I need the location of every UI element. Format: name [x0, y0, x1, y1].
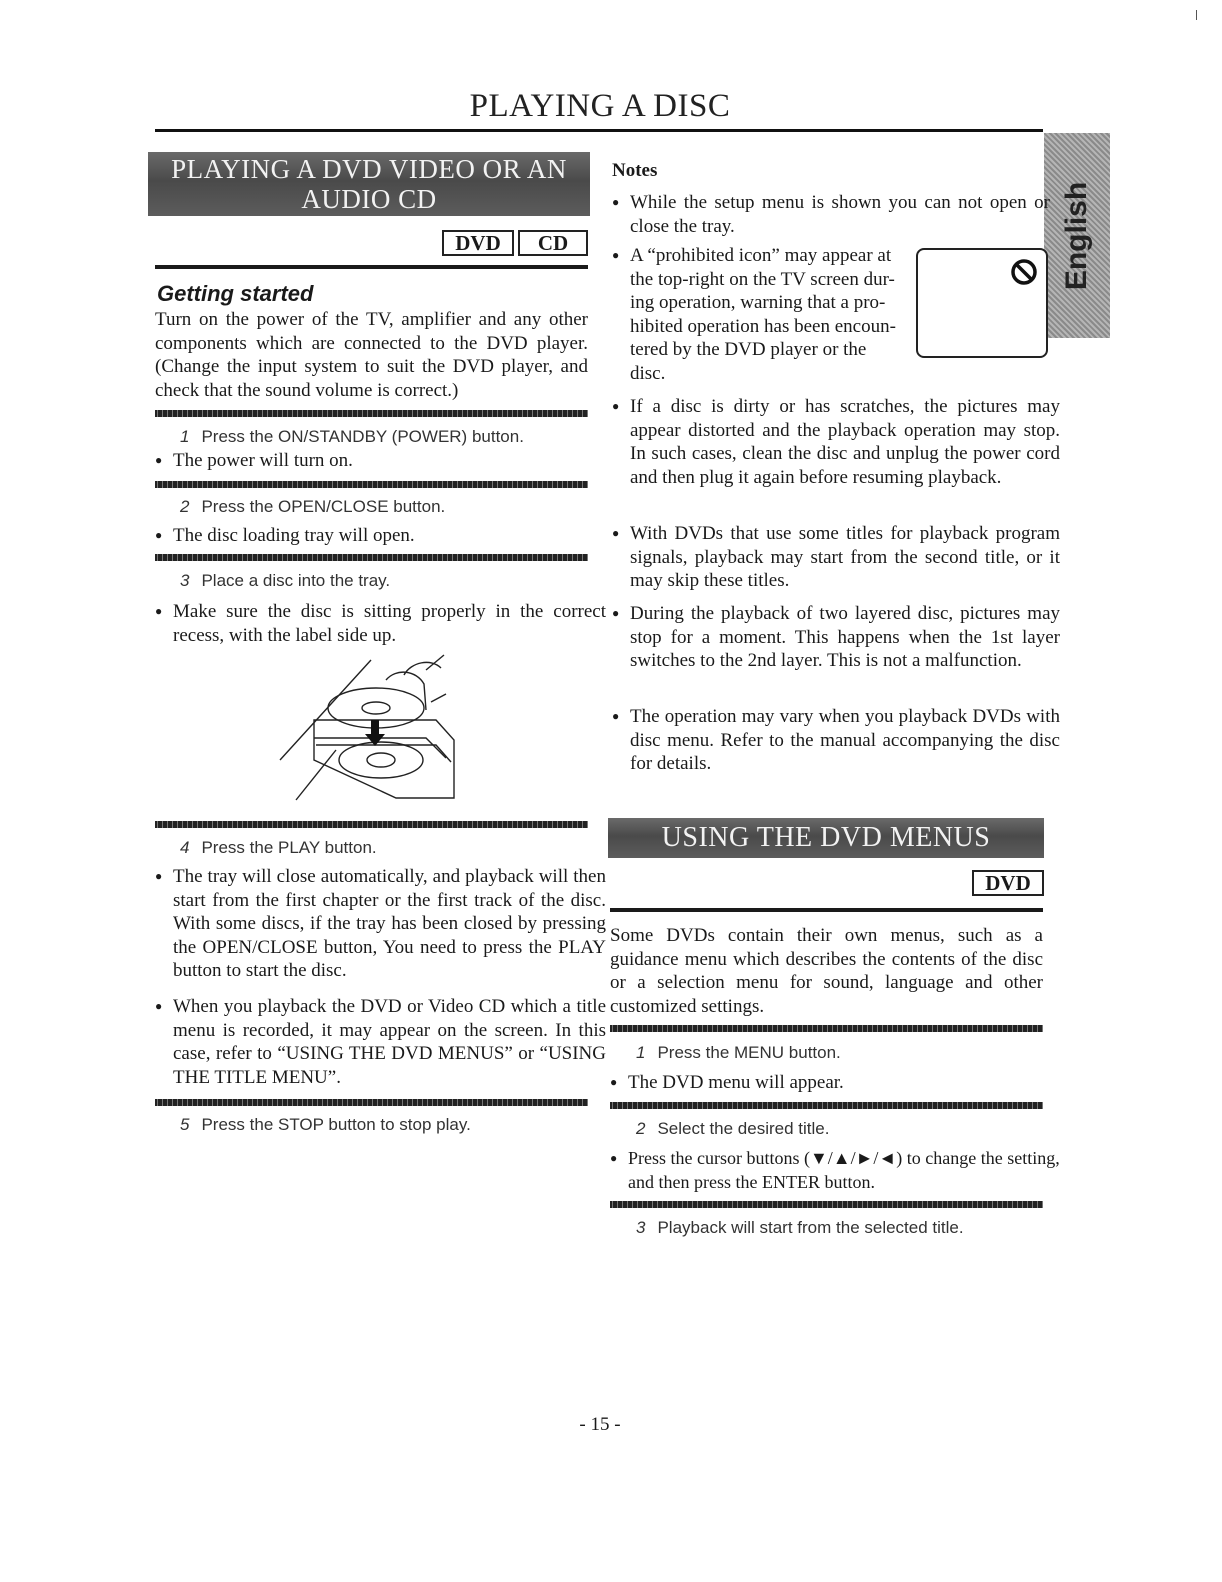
note-line: tered by the DVD player or the: [630, 339, 867, 360]
bullet: ● The disc loading tray will open.: [155, 524, 606, 548]
section-divider: [155, 265, 588, 269]
bullet: ● The DVD menu will appear.: [610, 1071, 1061, 1095]
step-number: 4: [180, 838, 190, 857]
step-divider: [155, 481, 588, 488]
dvd-menus-intro: Some DVDs contain their own menus, such as a guidance menu which describes the contents of the disc or a selection menu for sound, language and other customized settings.: [610, 925, 1043, 1017]
disc-tray-illustration: [276, 650, 466, 805]
language-tab-label: English: [1060, 181, 1093, 290]
step-text: Press the PLAY button.: [201, 838, 377, 857]
bullet: ● The power will turn on.: [155, 449, 606, 473]
step-text: Select the desired title.: [657, 1119, 830, 1138]
getting-started-heading: Getting started: [157, 281, 314, 306]
step-text: Place a disc into the tray.: [201, 571, 391, 590]
step-text: Press the STOP button to stop play.: [201, 1115, 471, 1134]
bullet: ● Make sure the disc is sitting properly in the correct recess, with the label side up.: [155, 600, 606, 647]
menu-step-1: [636, 1043, 841, 1063]
step-number: 1: [180, 427, 190, 446]
page-number: - 15 -: [579, 1414, 621, 1435]
step-text: Press the ON/STANDBY (POWER) button.: [201, 427, 524, 446]
step-divider: [155, 410, 588, 417]
step-divider: [155, 554, 588, 561]
language-tab: [1044, 133, 1110, 338]
section-banner-playing: PLAYING A DVD VIDEO OR AN AUDIO CD: [148, 152, 590, 216]
menu-step-3: [636, 1218, 964, 1238]
note-line: the top-right on the TV screen dur-: [630, 268, 895, 290]
step-text: Press the MENU button.: [657, 1043, 841, 1062]
section-banner-dvd-menus: USING THE DVD MENUS: [608, 818, 1044, 858]
prohibited-icon: [1010, 258, 1038, 286]
bullet: ● When you playback the DVD or Video CD which a title menu is recorded, it may appear on the screen. In this case, refer to “USING THE DVD MENUS” or “USING THE TITLE MENU”.: [155, 995, 606, 1089]
step-divider: [610, 1025, 1043, 1032]
section-divider: [610, 908, 1043, 912]
note: ● During the playback of two layered disc, pictures may stop for a moment. This happens when the 1st layer switches to the 2nd layer. This is not a malfunction.: [612, 602, 1060, 673]
step-number: 2: [180, 497, 190, 516]
step-5: [180, 1115, 471, 1135]
cd-label: CD: [518, 230, 588, 256]
step-text: Press the OPEN/CLOSE button.: [201, 497, 446, 516]
note: ● If a disc is dirty or has scratches, the pictures may appear distorted and the playback operation may stop. In such cases, clean the disc and unplug the power cord and then plug it again before resuming playback.: [612, 395, 1060, 489]
step-2: [180, 497, 445, 517]
notes-title: Notes: [612, 160, 658, 181]
step-number: 3: [636, 1218, 646, 1237]
step-4: [180, 838, 377, 858]
page-title: PLAYING A DISC: [469, 88, 731, 124]
note-line: hibited operation has been encoun-: [630, 315, 896, 337]
step-divider: [610, 1102, 1043, 1109]
step-3: [180, 571, 390, 591]
bullet: ● Press the cursor buttons (▼/▲/►/◄) to change the setting, and then press the ENTER button.: [610, 1147, 1061, 1194]
dvd-label: DVD: [972, 870, 1044, 896]
step-number: 3: [180, 571, 190, 590]
title-divider: [155, 129, 1043, 132]
prohibited-icon-screen: [916, 248, 1048, 358]
note: [612, 244, 912, 385]
note: ● With DVDs that use some titles for playback program signals, playback may start from the second title, or it may skip these titles.: [612, 522, 1060, 593]
note-line: ing operation, warning that a pro-: [630, 292, 886, 313]
note: ● The operation may vary when you playback DVDs with disc menu. Refer to the manual accompanying the disc for details.: [612, 705, 1060, 776]
step-divider: [155, 1099, 588, 1106]
step-text: Playback will start from the selected title.: [657, 1218, 964, 1237]
menu-step-2: [636, 1119, 829, 1139]
getting-started-text: Turn on the power of the TV, amplifier and any other components which are connected to the DVD player. (Change the input system to suit the DVD player, and check that the sound volume is correct.): [155, 309, 588, 401]
dvd-label: DVD: [442, 230, 514, 256]
step-divider: [610, 1201, 1043, 1208]
step-number: 2: [636, 1119, 646, 1138]
step-number: 5: [180, 1115, 190, 1134]
note-line: ● A “prohibited icon” may appear at: [612, 244, 912, 268]
step-divider: [155, 821, 588, 828]
note: ● While the setup menu is shown you can not open or close the tray.: [612, 191, 1050, 238]
bullet: ● The tray will close automatically, and playback will then start from the first chapter or the first track of the disc. With some discs, if the tray has been closed by pressing the OPEN/CLOSE button, You need to press the PLAY button to start the disc.: [155, 865, 606, 983]
scan-mark: [1196, 10, 1197, 20]
step-1: [180, 427, 524, 447]
note-line: disc.: [630, 362, 666, 384]
step-number: 1: [636, 1043, 646, 1062]
